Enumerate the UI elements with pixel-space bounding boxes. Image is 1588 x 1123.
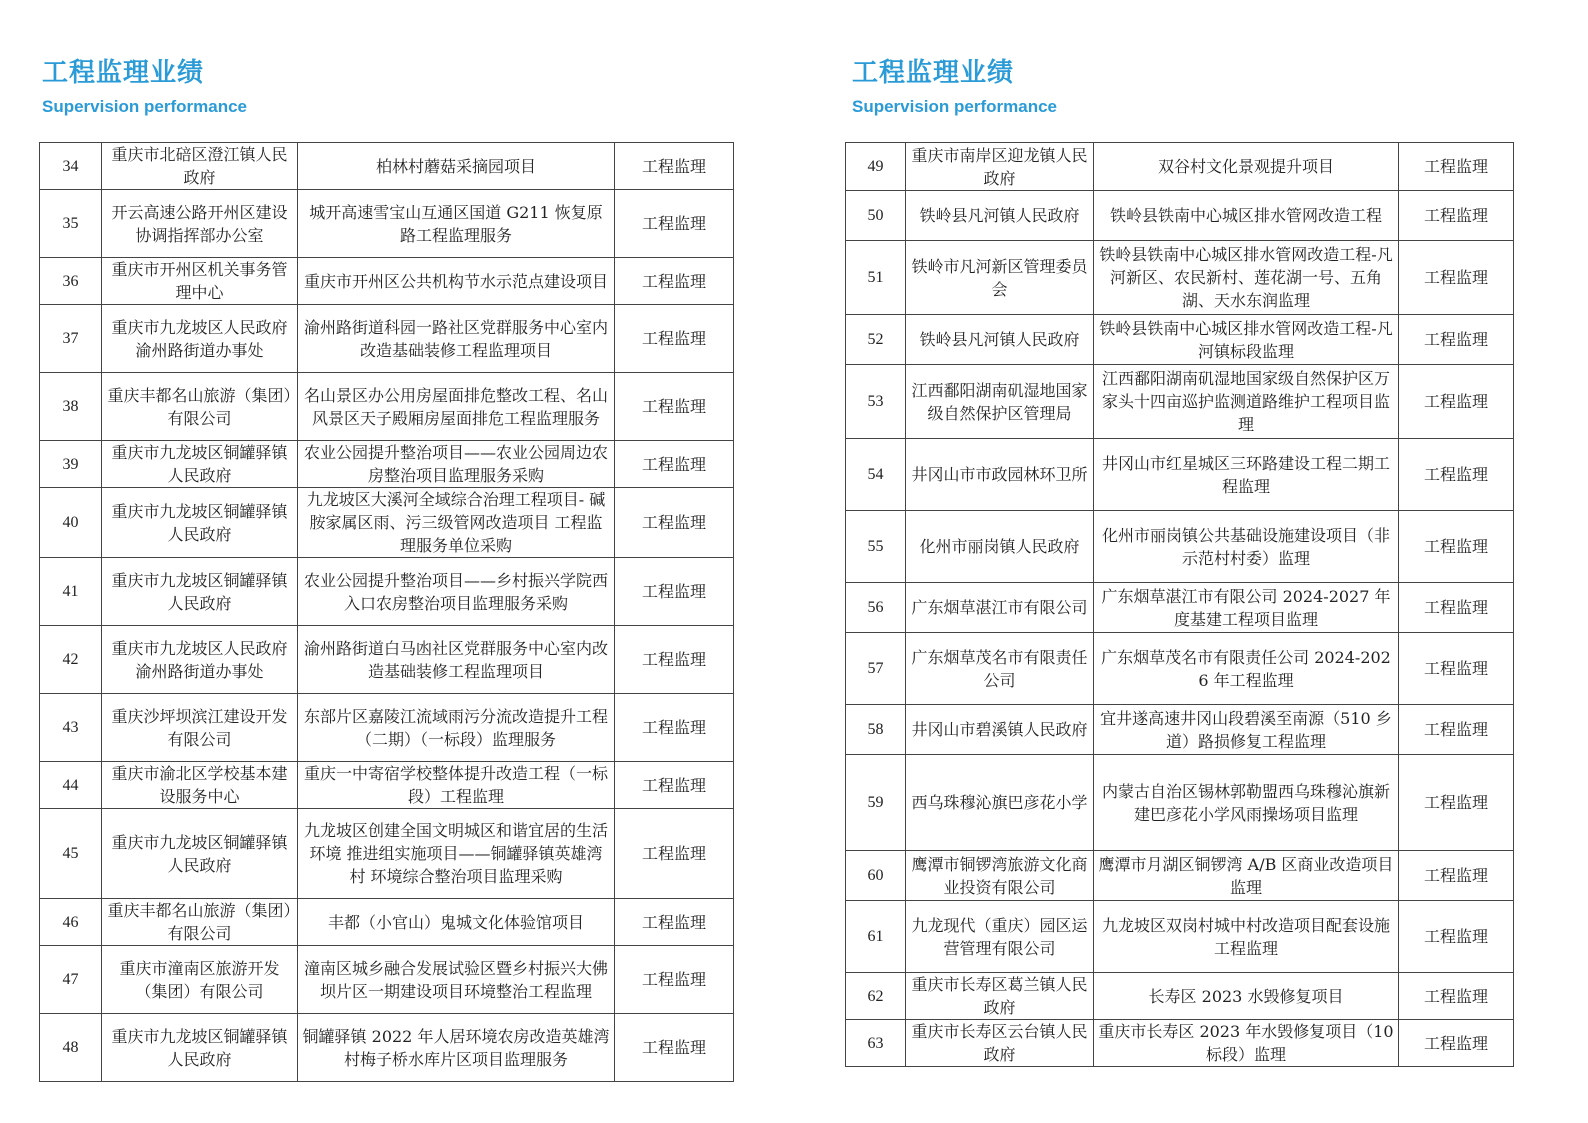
row-number: 36 (40, 258, 102, 305)
page-title: 工程监理业绩 (42, 58, 205, 88)
client-cell: 重庆市九龙坡区人民政府渝州路街道办事处 (102, 305, 298, 373)
table-row (40, 190, 734, 258)
client-cell: 鹰潭市铜锣湾旅游文化商业投资有限公司 (906, 851, 1094, 901)
row-number: 43 (40, 694, 102, 762)
client-cell: 井冈山市碧溪镇人民政府 (906, 705, 1094, 755)
row-number: 54 (846, 439, 906, 511)
service-type-cell: 工程监理 (1399, 241, 1514, 315)
client-cell: 重庆市北碚区澄江镇人民政府 (102, 143, 298, 190)
client-cell: 铁岭县凡河镇人民政府 (906, 191, 1094, 241)
project-cell: 九龙坡区大溪河全域综合治理工程项目- 碱胺家属区雨、污三级管网改造项目 工程监理服务单位采购 (298, 488, 615, 558)
table-row (40, 258, 734, 305)
client-cell: 井冈山市市政园林环卫所 (906, 439, 1094, 511)
table-row (846, 365, 1514, 439)
table-row (40, 143, 734, 190)
client-cell: 重庆市九龙坡区铜罐驿镇人民政府 (102, 558, 298, 626)
table-row (40, 626, 734, 694)
row-number: 57 (846, 633, 906, 705)
row-number: 63 (846, 1020, 906, 1067)
page-subtitle: Supervision performance (42, 97, 248, 116)
row-number: 46 (40, 899, 102, 946)
table-row (40, 441, 734, 488)
performance-table (845, 142, 1514, 1067)
service-type-cell: 工程监理 (615, 899, 734, 946)
table-row (846, 511, 1514, 583)
service-type-cell: 工程监理 (615, 558, 734, 626)
project-cell: 农业公园提升整治项目——乡村振兴学院西入口农房整治项目监理服务采购 (298, 558, 615, 626)
table-row (40, 899, 734, 946)
project-cell: 潼南区城乡融合发展试验区暨乡村振兴大佛坝片区一期建设项目环境整治工程监理 (298, 946, 615, 1014)
service-type-cell: 工程监理 (615, 190, 734, 258)
client-cell: 重庆市开州区机关事务管理中心 (102, 258, 298, 305)
project-cell: 内蒙古自治区锡林郭勒盟西乌珠穆沁旗新建巴彦花小学风雨操场项目监理 (1094, 755, 1399, 851)
service-type-cell: 工程监理 (615, 143, 734, 190)
client-cell: 化州市丽岗镇人民政府 (906, 511, 1094, 583)
table-row (40, 373, 734, 441)
service-type-cell: 工程监理 (615, 305, 734, 373)
performance-table-body (846, 143, 1514, 1067)
client-cell: 重庆丰都名山旅游（集团）有限公司 (102, 373, 298, 441)
project-cell: 井冈山市红星城区三环路建设工程二期工程监理 (1094, 439, 1399, 511)
row-number: 53 (846, 365, 906, 439)
service-type-cell: 工程监理 (615, 626, 734, 694)
table-row (40, 558, 734, 626)
row-number: 56 (846, 583, 906, 633)
service-type-cell: 工程监理 (1399, 365, 1514, 439)
project-cell: 广东烟草湛江市有限公司 2024-2027 年度基建工程项目监理 (1094, 583, 1399, 633)
service-type-cell: 工程监理 (1399, 583, 1514, 633)
row-number: 45 (40, 809, 102, 899)
table-row (846, 143, 1514, 191)
service-type-cell: 工程监理 (615, 809, 734, 899)
service-type-cell: 工程监理 (615, 258, 734, 305)
client-cell: 重庆市潼南区旅游开发（集团）有限公司 (102, 946, 298, 1014)
client-cell: 重庆市九龙坡区铜罐驿镇人民政府 (102, 1014, 298, 1082)
project-cell: 重庆市长寿区 2023 年水毁修复项目（10 标段）监理 (1094, 1020, 1399, 1067)
service-type-cell: 工程监理 (615, 946, 734, 1014)
row-number: 49 (846, 143, 906, 191)
client-cell: 重庆市长寿区葛兰镇人民政府 (906, 973, 1094, 1020)
project-cell: 东部片区嘉陵江流域雨污分流改造提升工程（二期）（一标段）监理服务 (298, 694, 615, 762)
project-cell: 长寿区 2023 水毁修复项目 (1094, 973, 1399, 1020)
project-cell: 渝州路街道科园一路社区党群服务中心室内改造基础装修工程监理项目 (298, 305, 615, 373)
row-number: 48 (40, 1014, 102, 1082)
client-cell: 重庆市九龙坡区铜罐驿镇人民政府 (102, 488, 298, 558)
table-row (846, 191, 1514, 241)
table-row (846, 583, 1514, 633)
project-cell: 化州市丽岗镇公共基础设施建设项目（非示范村村委）监理 (1094, 511, 1399, 583)
row-number: 58 (846, 705, 906, 755)
project-cell: 鹰潭市月湖区铜锣湾 A/B 区商业改造项目监理 (1094, 851, 1399, 901)
table-row (846, 315, 1514, 365)
row-number: 52 (846, 315, 906, 365)
table-row (846, 241, 1514, 315)
client-cell: 重庆市长寿区云台镇人民政府 (906, 1020, 1094, 1067)
row-number: 44 (40, 762, 102, 809)
row-number: 40 (40, 488, 102, 558)
service-type-cell: 工程监理 (1399, 901, 1514, 973)
row-number: 55 (846, 511, 906, 583)
service-type-cell: 工程监理 (615, 488, 734, 558)
client-cell: 重庆市渝北区学校基本建设服务中心 (102, 762, 298, 809)
table-row (846, 705, 1514, 755)
table-row (40, 694, 734, 762)
client-cell: 重庆市九龙坡区人民政府渝州路街道办事处 (102, 626, 298, 694)
row-number: 41 (40, 558, 102, 626)
service-type-cell: 工程监理 (1399, 1020, 1514, 1067)
project-cell: 重庆市开州区公共机构节水示范点建设项目 (298, 258, 615, 305)
service-type-cell: 工程监理 (615, 373, 734, 441)
project-cell: 重庆一中寄宿学校整体提升改造工程（一标段）工程监理 (298, 762, 615, 809)
table-row (40, 488, 734, 558)
client-cell: 重庆沙坪坝滨江建设开发有限公司 (102, 694, 298, 762)
project-cell: 铁岭县铁南中心城区排水管网改造工程-凡河镇标段监理 (1094, 315, 1399, 365)
performance-table (39, 142, 734, 1082)
project-cell: 城开高速雪宝山互通区国道 G211 恢复原路工程监理服务 (298, 190, 615, 258)
table-row (846, 901, 1514, 973)
service-type-cell: 工程监理 (615, 694, 734, 762)
table-row (846, 439, 1514, 511)
project-cell: 广东烟草茂名市有限责任公司 2024-2026 年工程监理 (1094, 633, 1399, 705)
project-cell: 江西鄱阳湖南矶湿地国家级自然保护区万家头十四亩巡护监测道路维护工程项目监理 (1094, 365, 1399, 439)
table-row (40, 809, 734, 899)
row-number: 47 (40, 946, 102, 1014)
table-row (846, 851, 1514, 901)
service-type-cell: 工程监理 (1399, 973, 1514, 1020)
row-number: 62 (846, 973, 906, 1020)
table-row (40, 946, 734, 1014)
table-row (846, 1020, 1514, 1067)
client-cell: 江西鄱阳湖南矶湿地国家级自然保护区管理局 (906, 365, 1094, 439)
page-subtitle: Supervision performance (852, 97, 1058, 116)
service-type-cell: 工程监理 (1399, 439, 1514, 511)
client-cell: 重庆市南岸区迎龙镇人民政府 (906, 143, 1094, 191)
project-cell: 宜井遂高速井冈山段碧溪至南源（510 乡道）路损修复工程监理 (1094, 705, 1399, 755)
project-cell: 丰都（小官山）鬼城文化体验馆项目 (298, 899, 615, 946)
project-cell: 铁岭县铁南中心城区排水管网改造工程 (1094, 191, 1399, 241)
row-number: 34 (40, 143, 102, 190)
client-cell: 九龙现代（重庆）园区运营管理有限公司 (906, 901, 1094, 973)
table-row (40, 305, 734, 373)
service-type-cell: 工程监理 (1399, 851, 1514, 901)
table-row (846, 755, 1514, 851)
right-page (794, 0, 1588, 1123)
row-number: 51 (846, 241, 906, 315)
service-type-cell: 工程监理 (1399, 143, 1514, 191)
client-cell: 重庆市九龙坡区铜罐驿镇人民政府 (102, 809, 298, 899)
project-cell: 柏林村蘑菇采摘园项目 (298, 143, 615, 190)
performance-table-body (40, 143, 734, 1082)
project-cell: 九龙坡区创建全国文明城区和谐宜居的生活环境 推进组实施项目——铜罐驿镇英雄湾村 环境综合整治项目监理采购 (298, 809, 615, 899)
service-type-cell: 工程监理 (1399, 705, 1514, 755)
client-cell: 开云高速公路开州区建设协调指挥部办公室 (102, 190, 298, 258)
service-type-cell: 工程监理 (1399, 315, 1514, 365)
client-cell: 广东烟草茂名市有限责任公司 (906, 633, 1094, 705)
client-cell: 广东烟草湛江市有限公司 (906, 583, 1094, 633)
table-row (846, 973, 1514, 1020)
project-cell: 农业公园提升整治项目——农业公园周边农房整治项目监理服务采购 (298, 441, 615, 488)
service-type-cell: 工程监理 (615, 1014, 734, 1082)
service-type-cell: 工程监理 (1399, 755, 1514, 851)
row-number: 59 (846, 755, 906, 851)
service-type-cell: 工程监理 (1399, 191, 1514, 241)
project-cell: 双谷村文化景观提升项目 (1094, 143, 1399, 191)
row-number: 50 (846, 191, 906, 241)
project-cell: 铜罐驿镇 2022 年人居环境农房改造英雄湾村梅子桥水库片区项目监理服务 (298, 1014, 615, 1082)
service-type-cell: 工程监理 (615, 441, 734, 488)
service-type-cell: 工程监理 (615, 762, 734, 809)
row-number: 38 (40, 373, 102, 441)
row-number: 42 (40, 626, 102, 694)
project-cell: 渝州路街道白马凼社区党群服务中心室内改造基础装修工程监理项目 (298, 626, 615, 694)
client-cell: 西乌珠穆沁旗巴彦花小学 (906, 755, 1094, 851)
client-cell: 铁岭县凡河镇人民政府 (906, 315, 1094, 365)
table-row (40, 762, 734, 809)
service-type-cell: 工程监理 (1399, 633, 1514, 705)
client-cell: 铁岭市凡河新区管理委员会 (906, 241, 1094, 315)
project-cell: 铁岭县铁南中心城区排水管网改造工程-凡河新区、农民新村、莲花湖一号、五角湖、天水东润监理 (1094, 241, 1399, 315)
client-cell: 重庆市九龙坡区铜罐驿镇人民政府 (102, 441, 298, 488)
client-cell: 重庆丰都名山旅游（集团）有限公司 (102, 899, 298, 946)
project-cell: 九龙坡区双岗村城中村改造项目配套设施工程监理 (1094, 901, 1399, 973)
row-number: 37 (40, 305, 102, 373)
row-number: 61 (846, 901, 906, 973)
table-row (846, 633, 1514, 705)
page-title: 工程监理业绩 (852, 58, 1015, 88)
row-number: 39 (40, 441, 102, 488)
table-row (40, 1014, 734, 1082)
service-type-cell: 工程监理 (1399, 511, 1514, 583)
row-number: 60 (846, 851, 906, 901)
row-number: 35 (40, 190, 102, 258)
project-cell: 名山景区办公用房屋面排危整改工程、名山风景区天子殿厢房屋面排危工程监理服务 (298, 373, 615, 441)
